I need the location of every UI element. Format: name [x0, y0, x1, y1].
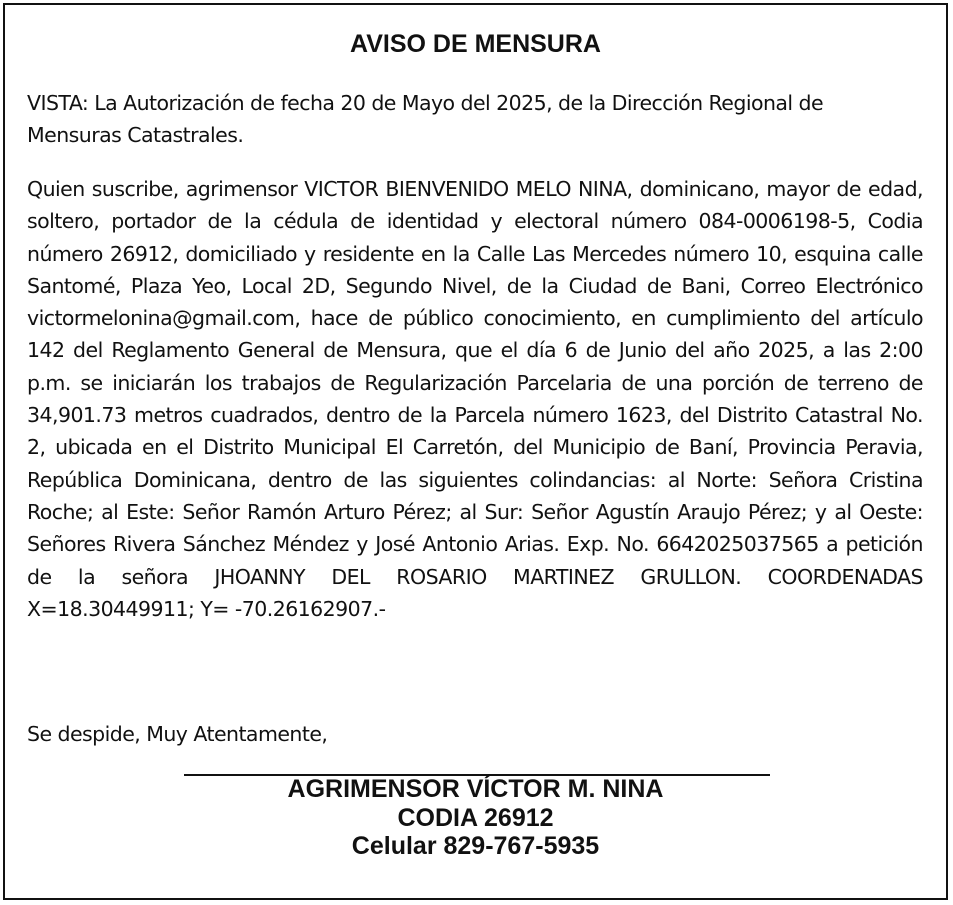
- codia-number: CODIA 26912: [397, 803, 554, 832]
- closing-text: Se despide, Muy Atentamente,: [27, 722, 328, 746]
- phone-number: Celular 829-767-5935: [351, 832, 600, 860]
- signatory-name: AGRIMENSOR VÍCTOR M. NINA: [287, 775, 664, 803]
- main-paragraph: Quien suscribe, agrimensor VICTOR BIENVENIDO MELO NINA, dominicano, mayor de edad, soltero, portador de la cédula de identidad y electoral número 084-0006198-5, Codia número 26912, domiciliado y residente en la Calle Las Mercedes número 10, esquina calle Santomé, Plaza Yeo, Local 2D, Segundo Nivel, de la Ciudad de Bani, Correo Electrónico victormelonina@gmail.com, hace de público conocimiento, en cumplimiento del artículo 142 del Reglamento General de Mensura, que el día 6 de Junio del año 2025, a las 2:00 p.m. se iniciarán los trabajos de Regularización Parcelaria de una porción de terreno de 34,901.73 metros cuadrados, dentro de la Parcela número 1623, del Distrito Catastral No. 2, ubicada en el Distrito Municipal El Carretón, del Municipio de Baní, Provincia Peravia, República Dominicana, dentro de las siguientes colindancias: al Norte: Señora Cristina Roche; al Este: Señor Ramón Arturo Pérez; al Sur: Señor Agustín Araujo Pérez; y al Oeste: Señores Rivera Sánchez Méndez y José Antonio Arias. Exp. No. 6642025037565 a petición de la señora JHOANNY DEL ROSARIO MARTINEZ GRULLON. COORDENADAS X=18.30449911; Y= -70.26162907.-: [27, 177, 923, 621]
- notice-box: [3, 3, 948, 900]
- vista-paragraph: VISTA: La Autorización de fecha 20 de Mayo del 2025, de la Dirección Regional de Mensuras Catastrales.: [27, 91, 824, 148]
- notice-title: AVISO DE MENSURA: [350, 30, 601, 58]
- signature-block: [5, 775, 946, 861]
